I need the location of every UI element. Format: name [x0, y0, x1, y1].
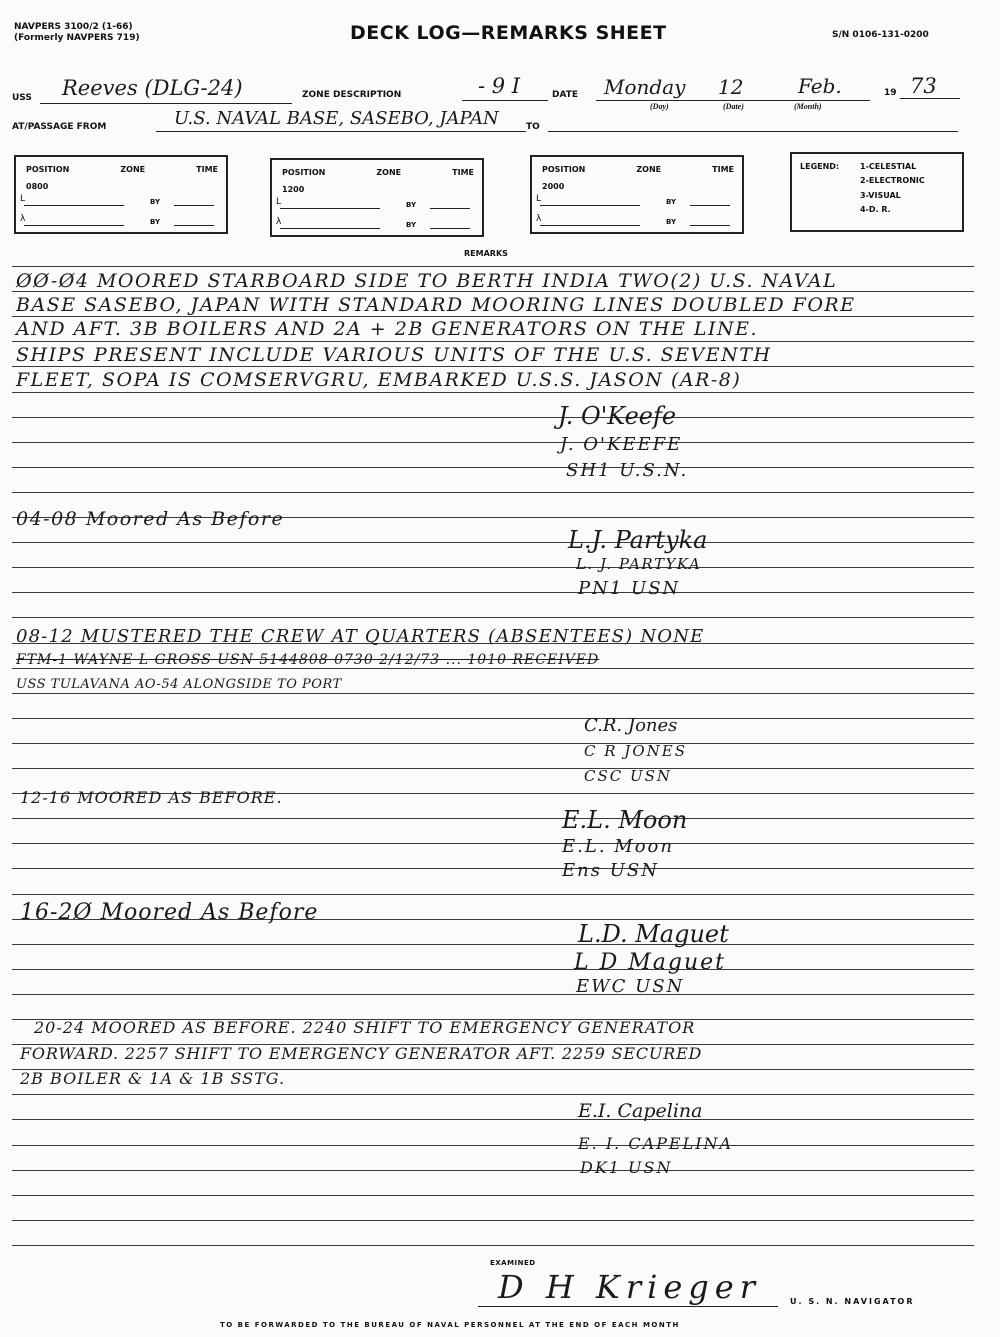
- officer-rank-12-16: Ens USN: [562, 860, 659, 881]
- watch-00-04-line-2: BASE SASEBO, JAPAN WITH STANDARD MOORING LINES DOUBLED FORE: [16, 294, 856, 316]
- ruled-line: [12, 894, 974, 895]
- ruled-line: [12, 417, 974, 418]
- by-label: BY: [150, 198, 161, 206]
- officer-name-00-04: J. O'KEEFE: [560, 434, 683, 455]
- ruled-line: [12, 743, 974, 744]
- signature-12-16: E.L. Moon: [562, 806, 688, 834]
- day-caption: (Day): [650, 102, 669, 111]
- by-label: BY: [406, 221, 417, 229]
- time-value: 0800: [26, 182, 49, 191]
- ruled-line: [12, 818, 974, 819]
- position-box-2000: [530, 155, 744, 234]
- ruled-line: [12, 1094, 974, 1095]
- by-label: BY: [666, 218, 677, 226]
- time-value: 2000: [542, 182, 565, 191]
- legend-item: 4-D. R.: [860, 205, 891, 214]
- ruled-line: [12, 668, 974, 669]
- lat-label: L: [20, 194, 26, 204]
- ruled-line: [12, 316, 974, 317]
- position-header: POSITION: [282, 168, 326, 177]
- page-title: DECK LOG—REMARKS SHEET: [350, 22, 667, 44]
- ruled-line: [12, 768, 974, 769]
- legend-item: 2-ELECTRONIC: [860, 176, 925, 185]
- to-label: TO: [526, 122, 540, 132]
- watch-20-24-line-1: 20-24 MOORED AS BEFORE. 2240 SHIFT TO EMERGENCY GENERATOR: [34, 1018, 696, 1037]
- officer-rank-08-12: CSC USN: [584, 767, 673, 785]
- by-label: BY: [150, 218, 161, 226]
- position-box-1200: [270, 158, 484, 237]
- by-label: BY: [666, 198, 677, 206]
- position-header: POSITION: [542, 165, 586, 174]
- lon-label: λ: [20, 214, 26, 224]
- remarks-heading: REMARKS: [464, 249, 508, 258]
- form-identifier: [14, 22, 140, 44]
- ruled-line: [12, 1195, 974, 1196]
- time-value: 1200: [282, 185, 305, 194]
- ruled-line: [12, 266, 974, 267]
- legend-item: 3-VISUAL: [860, 191, 901, 200]
- ruled-line: [12, 944, 974, 945]
- officer-rank-20-24: DK1 USN: [580, 1158, 673, 1177]
- date-caption: (Date): [723, 102, 744, 111]
- ruled-line: [12, 366, 974, 367]
- lat-label: L: [536, 194, 542, 204]
- watch-08-12-line-3: USS TULAVANA AO-54 ALONGSIDE TO PORT: [16, 677, 342, 692]
- passage-value: U.S. NAVAL BASE, SASEBO, JAPAN: [174, 108, 499, 129]
- position-legend: [790, 152, 964, 232]
- position-header: POSITION: [26, 165, 70, 174]
- ruled-line: [12, 1119, 974, 1120]
- position-box-0800: [14, 155, 228, 234]
- ruled-line: [12, 1245, 974, 1246]
- ruled-line: [12, 868, 974, 869]
- zone-description-value: - 9 I: [478, 74, 521, 98]
- ruled-line: [12, 592, 974, 593]
- officer-rank-16-20: EWC USN: [576, 976, 685, 997]
- ruled-line: [12, 467, 974, 468]
- ruled-line: [12, 1220, 974, 1221]
- signature-16-20: L.D. Maguet: [578, 920, 729, 948]
- officer-name-12-16: E.L. Moon: [562, 836, 674, 857]
- month-value: Feb.: [798, 74, 842, 98]
- ruled-line: [12, 392, 974, 393]
- by-label: BY: [406, 201, 417, 209]
- watch-00-04-line-3: AND AFT. 3B BOILERS AND 2A + 2B GENERATORS ON THE LINE.: [16, 318, 759, 340]
- watch-16-20-line-1: 16-2Ø Moored As Before: [20, 900, 319, 925]
- officer-rank-00-04: SH1 U.S.N.: [566, 460, 689, 481]
- signature-08-12: C.R. Jones: [584, 715, 678, 736]
- ruled-line: [12, 617, 974, 618]
- watch-00-04-line-5: FLEET, SOPA IS COMSERVGRU, EMBARKED U.S.S. JASON (AR-8): [16, 369, 742, 391]
- navigator-signature: D H Krieger: [498, 1268, 761, 1306]
- ruled-line: [12, 542, 974, 543]
- ruled-line: [12, 567, 974, 568]
- ruled-line: [12, 843, 974, 844]
- time-header: TIME: [712, 165, 734, 174]
- uss-label: USS: [12, 93, 32, 103]
- time-header: TIME: [452, 168, 474, 177]
- routing-footer: TO BE FORWARDED TO THE BUREAU OF NAVAL PERSONNEL AT THE END OF EACH MONTH: [220, 1321, 680, 1329]
- zone-description-label: ZONE DESCRIPTION: [302, 90, 402, 100]
- stock-number: S/N 0106-131-0200: [832, 30, 929, 40]
- day-value: Monday: [604, 75, 686, 99]
- ruled-line: [12, 693, 974, 694]
- date-label: DATE: [552, 90, 579, 100]
- lon-label: λ: [276, 217, 282, 227]
- ruled-line: [12, 718, 974, 719]
- month-caption: (Month): [794, 102, 822, 111]
- watch-12-16-line-1: 12-16 MOORED AS BEFORE.: [20, 788, 283, 807]
- ruled-line: [12, 994, 974, 995]
- ship-name: Reeves (DLG-24): [62, 76, 243, 100]
- lon-label: λ: [536, 214, 542, 224]
- ruled-line: [12, 1145, 974, 1146]
- signature-00-04: J. O'Keefe: [558, 402, 677, 430]
- lat-label: L: [276, 197, 282, 207]
- watch-20-24-line-3: 2B BOILER & 1A & 1B SSTG.: [20, 1069, 286, 1088]
- officer-rank-04-08: PN1 USN: [578, 578, 681, 599]
- watch-20-24-line-2: FORWARD. 2257 SHIFT TO EMERGENCY GENERATOR AFT. 2259 SECURED: [20, 1044, 703, 1063]
- zone-header: ZONE: [376, 168, 402, 177]
- officer-name-20-24: E. I. CAPELINA: [578, 1134, 734, 1153]
- legend-title: LEGEND:: [800, 162, 840, 171]
- signature-20-24: E.I. Capelina: [578, 1100, 703, 1122]
- watch-08-12-line-1: 08-12 MUSTERED THE CREW AT QUARTERS (ABSENTEES) NONE: [16, 626, 705, 647]
- time-header: TIME: [196, 165, 218, 174]
- examined-label: EXAMINED: [490, 1259, 536, 1267]
- ruled-line: [12, 341, 974, 342]
- watch-00-04-line-4: SHIPS PRESENT INCLUDE VARIOUS UNITS OF THE U.S. SEVENTH: [16, 344, 772, 366]
- ruled-line: [12, 492, 974, 493]
- officer-name-16-20: L D Maguet: [574, 950, 726, 975]
- year-prefix: 19: [884, 88, 897, 98]
- signature-04-08: L.J. Partyka: [568, 526, 708, 554]
- watch-08-12-line-2: FTM-1 WAYNE L GROSS USN 5144808 0730 2/12/73 ... 1010 RECEIVED: [16, 652, 600, 668]
- legend-item: 1-CELESTIAL: [860, 162, 917, 171]
- year-value: 73: [910, 74, 937, 98]
- navigator-title: U. S. N. NAVIGATOR: [790, 1297, 915, 1306]
- passage-label: AT/PASSAGE FROM: [12, 122, 107, 132]
- zone-header: ZONE: [636, 165, 662, 174]
- watch-04-08-line-1: 04-08 Moored As Before: [16, 508, 285, 530]
- officer-name-08-12: C R JONES: [584, 742, 687, 760]
- zone-header: ZONE: [120, 165, 146, 174]
- form-id-line1: NAVPERS 3100/2 (1-66): [14, 22, 133, 32]
- ruled-line: [12, 442, 974, 443]
- form-id-line2: (Formerly NAVPERS 719): [14, 33, 140, 43]
- watch-00-04-line-1: ØØ-Ø4 MOORED STARBOARD SIDE TO BERTH INDIA TWO(2) U.S. NAVAL: [16, 270, 838, 292]
- ruled-line: [12, 969, 974, 970]
- officer-name-04-08: L. J. PARTYKA: [576, 555, 702, 573]
- date-value: 12: [718, 75, 744, 99]
- ruled-line: [12, 1170, 974, 1171]
